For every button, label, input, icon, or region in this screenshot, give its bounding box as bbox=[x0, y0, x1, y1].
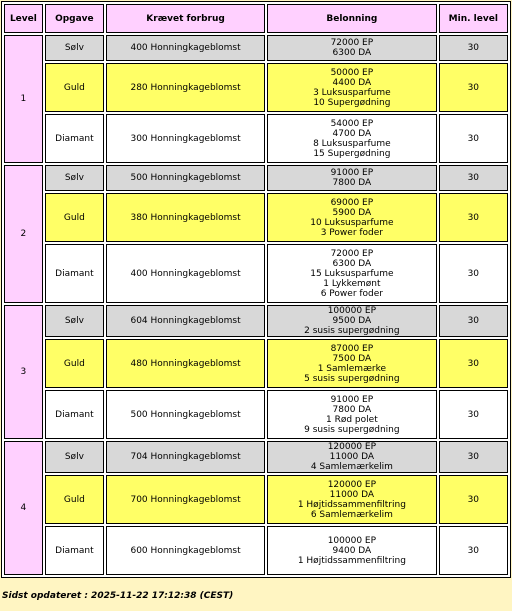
reward-line: 1 Højtidssammenfiltring bbox=[297, 499, 406, 510]
rewards-cell bbox=[267, 114, 436, 163]
reward-line: 6300 DA bbox=[332, 48, 372, 58]
level-cell: 4 bbox=[4, 441, 43, 575]
table-row bbox=[4, 244, 508, 303]
header-min-level: Min. level bbox=[439, 4, 508, 33]
reward-line: 9400 DA bbox=[332, 545, 372, 556]
header-required: Krævet forbrug bbox=[106, 4, 265, 33]
table-row bbox=[4, 390, 508, 439]
rewards-cell bbox=[267, 63, 436, 112]
reward-line: 120000 EP bbox=[327, 479, 377, 490]
reward-line: 15 Luksusparfume bbox=[310, 268, 394, 279]
task-cell: Guld bbox=[45, 339, 104, 388]
task-cell: Diamant bbox=[45, 526, 104, 575]
reward-line: 50000 EP bbox=[330, 67, 374, 78]
rewards-cell bbox=[267, 441, 436, 473]
header-row bbox=[4, 4, 508, 33]
task-cell: Guld bbox=[45, 475, 104, 524]
reward-line: 4400 DA bbox=[332, 77, 372, 88]
table-body bbox=[4, 35, 508, 575]
table-row bbox=[4, 526, 508, 575]
rewards-cell bbox=[267, 475, 436, 524]
required-cell: 380 Honningkageblomst bbox=[106, 193, 265, 242]
table-row bbox=[4, 35, 508, 61]
level-cell: 1 bbox=[4, 35, 43, 163]
task-cell: Guld bbox=[45, 63, 104, 112]
reward-line: 1 Højtidssammenfiltring bbox=[297, 555, 406, 566]
rewards-cell bbox=[267, 165, 436, 191]
reward-line: 7500 DA bbox=[332, 353, 372, 364]
required-cell: 400 Honningkageblomst bbox=[106, 35, 265, 61]
min-level-cell: 30 bbox=[439, 165, 508, 191]
header-rewards: Belonning bbox=[267, 4, 436, 33]
reward-line: 11000 DA bbox=[329, 489, 375, 500]
required-cell: 280 Honningkageblomst bbox=[106, 63, 265, 112]
required-cell: 500 Honningkageblomst bbox=[106, 165, 265, 191]
min-level-cell: 30 bbox=[439, 63, 508, 112]
required-cell: 700 Honningkageblomst bbox=[106, 475, 265, 524]
task-cell: Diamant bbox=[45, 244, 104, 303]
rewards-cell bbox=[267, 244, 436, 303]
rewards-cell bbox=[267, 526, 436, 575]
table-row bbox=[4, 193, 508, 242]
min-level-cell: 30 bbox=[439, 305, 508, 337]
rewards-cell bbox=[267, 339, 436, 388]
table-row bbox=[4, 475, 508, 524]
reward-line: 11000 DA bbox=[329, 452, 375, 462]
table-row bbox=[4, 165, 508, 191]
task-cell: Diamant bbox=[45, 114, 104, 163]
reward-line: 3 Power foder bbox=[320, 227, 384, 238]
required-cell: 300 Honningkageblomst bbox=[106, 114, 265, 163]
reward-line: 87000 EP bbox=[330, 343, 374, 354]
min-level-cell: 30 bbox=[439, 339, 508, 388]
min-level-cell: 30 bbox=[439, 441, 508, 473]
required-cell: 600 Honningkageblomst bbox=[106, 526, 265, 575]
min-level-cell: 30 bbox=[439, 390, 508, 439]
reward-line: 5900 DA bbox=[332, 207, 372, 218]
required-cell: 400 Honningkageblomst bbox=[106, 244, 265, 303]
table-row bbox=[4, 305, 508, 337]
task-cell: Sølv bbox=[45, 165, 104, 191]
reward-line: 8 Luksusparfume bbox=[313, 138, 391, 149]
min-level-cell: 30 bbox=[439, 526, 508, 575]
task-cell: Sølv bbox=[45, 441, 104, 473]
table-row bbox=[4, 441, 508, 473]
reward-line: 5 susis supergødning bbox=[304, 373, 400, 384]
reward-line: 7800 DA bbox=[332, 178, 372, 188]
task-cell: Guld bbox=[45, 193, 104, 242]
reward-line: 69000 EP bbox=[330, 197, 374, 208]
table-row bbox=[4, 63, 508, 112]
reward-line: 4 Samlemærkelim bbox=[310, 462, 393, 472]
reward-line: 120000 EP bbox=[327, 442, 377, 452]
reward-line: 15 Supergødning bbox=[313, 148, 391, 159]
required-cell: 704 Honningkageblomst bbox=[106, 441, 265, 473]
reward-line: 100000 EP bbox=[327, 306, 377, 316]
reward-line: 6300 DA bbox=[332, 258, 372, 269]
reward-line: 10 Luksusparfume bbox=[310, 217, 394, 228]
reward-line: 54000 EP bbox=[330, 118, 374, 129]
reward-line: 9500 DA bbox=[332, 316, 372, 326]
required-cell: 604 Honningkageblomst bbox=[106, 305, 265, 337]
rewards-cell bbox=[267, 390, 436, 439]
header-task: Opgave bbox=[45, 4, 104, 33]
last-updated: Sidst opdateret : 2025-11-22 17:12:38 (CEST) bbox=[2, 591, 234, 601]
table-row bbox=[4, 339, 508, 388]
min-level-cell: 30 bbox=[439, 114, 508, 163]
level-cell: 2 bbox=[4, 165, 43, 303]
rewards-cell bbox=[267, 193, 436, 242]
reward-line: 91000 EP bbox=[330, 168, 374, 178]
reward-line: 72000 EP bbox=[330, 248, 374, 259]
task-cell: Sølv bbox=[45, 305, 104, 337]
task-cell: Diamant bbox=[45, 390, 104, 439]
table-row bbox=[4, 114, 508, 163]
reward-line: 1 Samlemærke bbox=[317, 363, 387, 374]
reward-line: 9 susis supergødning bbox=[304, 424, 400, 435]
min-level-cell: 30 bbox=[439, 193, 508, 242]
reward-line: 2 susis supergødning bbox=[304, 326, 400, 336]
reward-line: 91000 EP bbox=[330, 394, 374, 405]
reward-line: 7800 DA bbox=[332, 404, 372, 415]
required-cell: 480 Honningkageblomst bbox=[106, 339, 265, 388]
reward-line: 72000 EP bbox=[330, 38, 374, 48]
task-cell: Sølv bbox=[45, 35, 104, 61]
reward-line: 6 Samlemærkelim bbox=[310, 509, 393, 520]
reward-line: 6 Power foder bbox=[320, 288, 384, 299]
reward-line: 3 Luksusparfume bbox=[313, 87, 391, 98]
required-cell: 500 Honningkageblomst bbox=[106, 390, 265, 439]
header-level: Level bbox=[4, 4, 43, 33]
min-level-cell: 30 bbox=[439, 475, 508, 524]
min-level-cell: 30 bbox=[439, 244, 508, 303]
quest-table bbox=[1, 1, 511, 578]
rewards-cell bbox=[267, 35, 436, 61]
level-cell: 3 bbox=[4, 305, 43, 439]
reward-line: 100000 EP bbox=[327, 535, 377, 546]
reward-line: 4700 DA bbox=[332, 128, 372, 139]
rewards-cell bbox=[267, 305, 436, 337]
min-level-cell: 30 bbox=[439, 35, 508, 61]
reward-line: 10 Supergødning bbox=[313, 97, 391, 108]
reward-line: 1 Lykkemønt bbox=[323, 278, 381, 289]
reward-line: 1 Rød polet bbox=[326, 414, 378, 425]
